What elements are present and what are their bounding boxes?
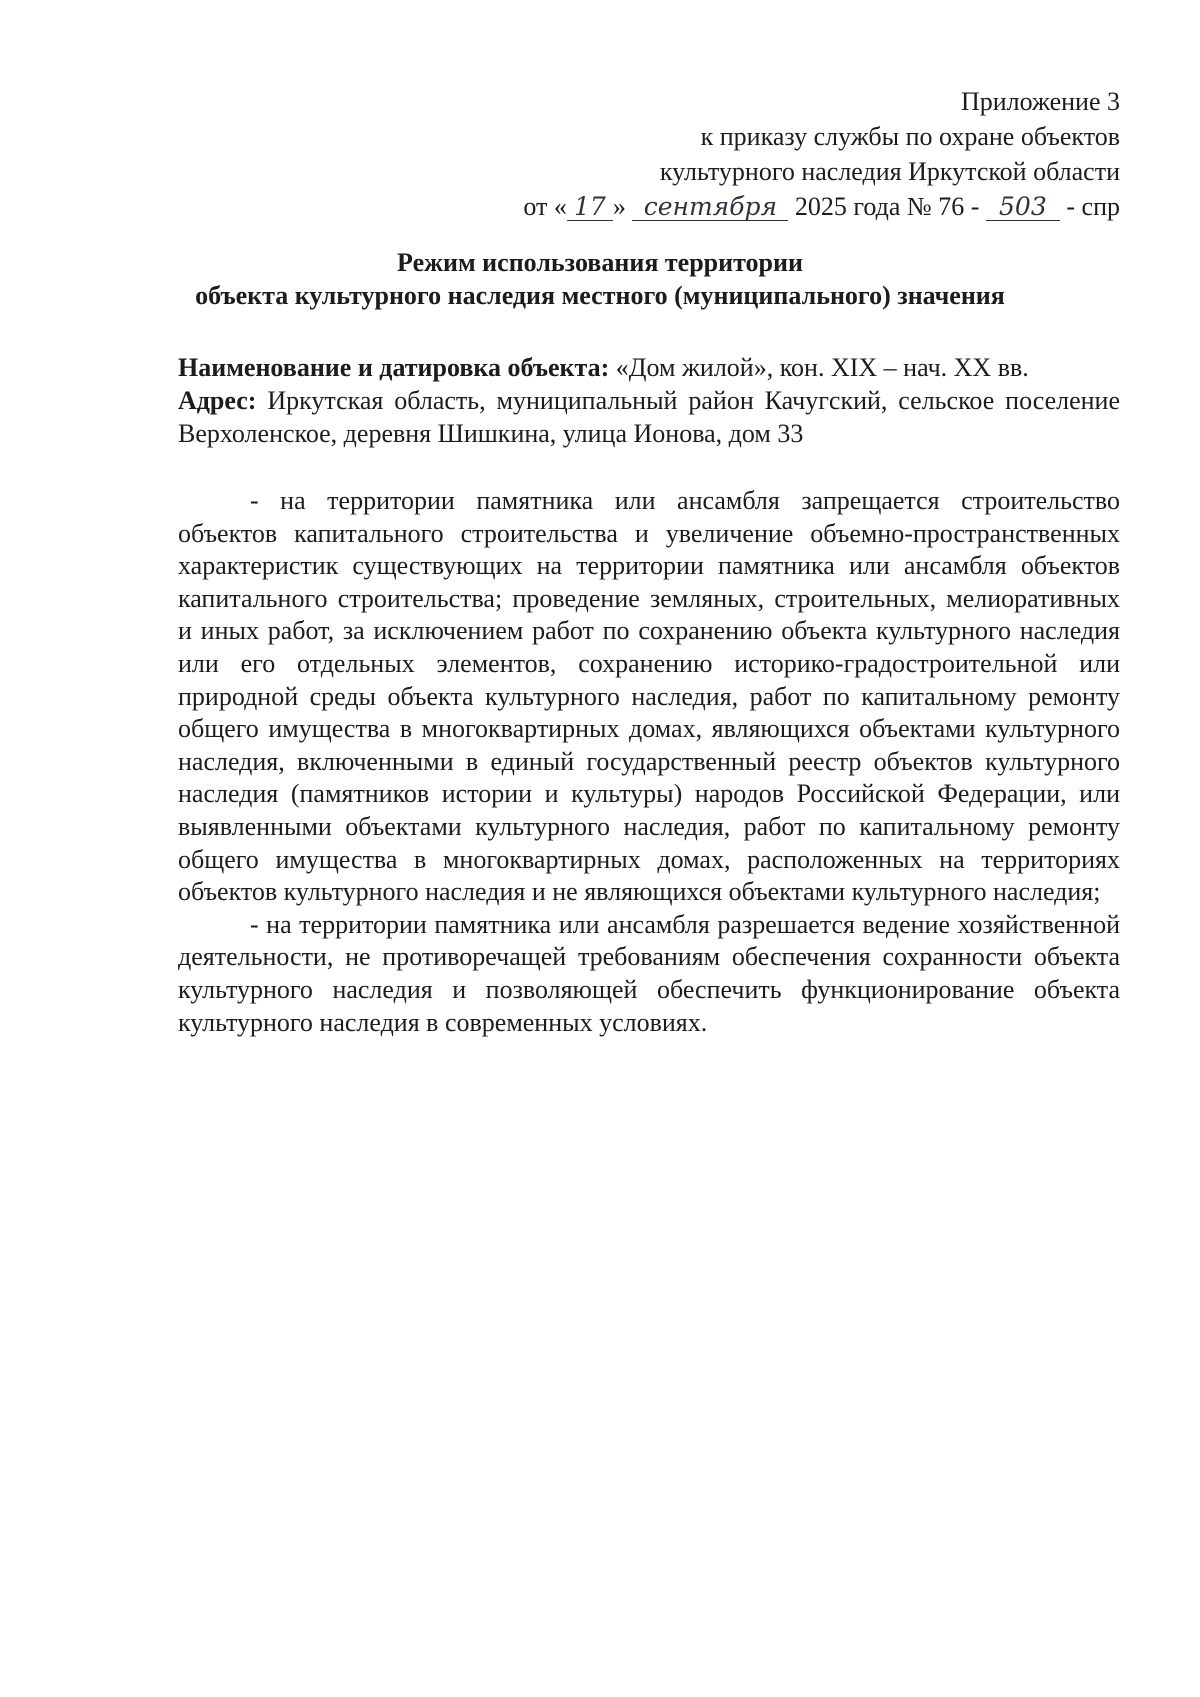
title-line-2: объекта культурного наследия местного (муниципального) значения (195, 281, 1005, 310)
appendix-number: Приложение 3 (960, 87, 1120, 116)
prohibition-paragraph: - на территории памятника или ансамбля запрещается строительство объектов капитального строительства и увеличение объемно-пространственных характеристик существующих на территории памятника или ансамбля объектов капитального строительства; проведение земляных, строительных, мелиоративных и иных работ, за исключением работ по сохранению объекта культурного наследия или его отдельных элементов, сохранению историко-градостроительной или природной среды объекта культурного наследия, работ по капитальному ремонту общего имущества в многоквартирных домах, являющихся объектами культурного наследия, включенными в единый государственный реестр объектов культурного наследия (памятников истории и культуры) народов Российской Федерации, или выявленными объектами культурного наследия, работ по капитальному ремонту общего имущества в многоквартирных домах, расположенных на территориях объектов культурного наследия и не являющихся объектами культурного наследия; (178, 486, 1120, 907)
object-address-label: Адрес: (178, 386, 257, 415)
object-address-row (178, 384, 1120, 450)
object-name-label: Наименование и датировка объекта: (178, 353, 610, 382)
order-year-text: 2025 года № 76 - (794, 192, 980, 221)
permission-paragraph: - на территории памятника или ансамбля разрешается ведение хозяйственной деятельности, не противоречащей требованиям обеспечения сохранности объекта культурного наследия и позволяющей обеспечить функционирование объекта культурного наследия в современных условиях. (178, 909, 1120, 1037)
appendix-order-ref: к приказу службы по охране объектов (700, 122, 1120, 151)
object-name-row (178, 351, 1120, 384)
handwritten-day: 17 (567, 194, 613, 221)
object-info (178, 351, 1120, 450)
appendix-authority: культурного наследия Иркутской области (659, 157, 1120, 186)
handwritten-month: сентября (632, 194, 788, 221)
title-line-1: Режим использования территории (397, 248, 803, 277)
date-mid: » (612, 192, 626, 221)
handwritten-order-number: 503 (986, 194, 1060, 221)
document-title (0, 246, 1200, 312)
date-prefix: от « (523, 192, 567, 221)
regime-text (178, 485, 1120, 1039)
order-date-line (523, 189, 1120, 224)
object-address-value: Иркутская область, муниципальный район Качугский, сельское поселение Верхоленское, деревня Шишкина, улица Ионова, дом 33 (178, 386, 1120, 448)
appendix-header (523, 84, 1120, 224)
order-suffix: - спр (1066, 192, 1120, 221)
object-name-value: «Дом жилой», кон. XIX – нач. XX вв. (615, 353, 1029, 382)
